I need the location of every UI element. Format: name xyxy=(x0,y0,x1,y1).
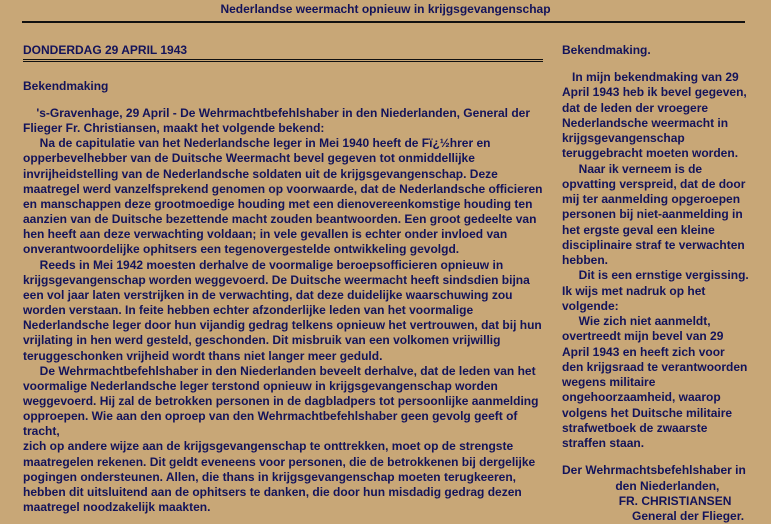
header-divider xyxy=(22,21,745,23)
article-dateline: DONDERDAG 29 APRIL 1943 xyxy=(23,42,543,62)
page-title: Nederlandse weermacht opnieuw in krijgsgevangenschap xyxy=(220,2,551,16)
article-body: 's-Gravenhage, 29 April - De Wehrmachtbefehlshaber in den Niederlanden, General der Flieger Fr. Christiansen, maakt het volgende bekend: Na de capitulatie van het Nederlandsche leger in Mei 1940 heeft de Fï¿½hrer en opperbevelhebber van de Duitsche Weermacht bevel gegeven tot onmiddellijke invrijheidstelling van de Nederlandsche soldaten uit de krijgsgevangenschap. Deze maatregel werd vanzelfsprekend genomen op voorwaarde, dat de Nederlandsche officieren en manschappen deze grootmoedige houding met een dienovereenkomstige houding ten aanzien van de Duitsche bezettende macht zouden beantwoorden. Een groot gedeelte van hen heeft aan deze verwachting voldaan; in vele gevallen is echter onder invloed van onverantwoordelijke ophitsers een tegenovergestelde ontwikkeling gevolgd. Reeds in Mei 1942 moesten derhalve de voormalige beroepsofficieren opnieuw in krijgsgevangenschap worden weggevoerd. De Duitsche weermacht heeft sindsdien bijna een vol jaar laten verstrijken in de verwachting, dat deze duidelijke waarschuwing zou worden verstaan. In feite hebben echter afzonderlijke leden van het voormalige Nederlandsche leger door hun vijandig gedrag telkens opnieuw het vertrouwen, dat bij hun vrijlating in hen werd gesteld, geschonden. Dit misbruik van een volkomen vrijwillig teruggeschonken vrijheid wordt thans niet langer meer geduld. De Wehrmachtbefehlshaber in den Niederlanden beveelt derhalve, dat de leden van het voormalige Nederlandsche leger terstond opnieuw in krijgsgevangenschap worden weggevoerd. Hij zal de betrokken personen in de dagbladpers tot persoonlijke aanmelding opproepen. Wie aan den oproep van den Wehrmachtbefehlshaber geen gevolg geeft of tracht, zich op andere wijze aan de krijgsgevangenschap te onttrekken, moet op de strengste maatregelen rekenen. Dit geldt eveneens voor personen, die de betrokkenen bij dergelijke pogingen ondersteunen. Allen, die thans in krijgsgevangenschap moeten terugkeeren, hebben dit uitsluitend aan de ophitsers te danken, die door hun misdadig gedrag dezen maatregel noodzakelijk maakten. xyxy=(23,106,543,515)
sidebar-heading: Bekendmaking. xyxy=(562,43,651,57)
article-heading: Bekendmaking xyxy=(23,79,109,93)
sidebar-signature: Der Wehrmachtsbefehlshaber in den Niederlanden, FR. CHRISTIANSEN General der Flieger. xyxy=(562,463,746,523)
main-article xyxy=(23,42,548,515)
sidebar-article xyxy=(562,42,762,524)
sidebar-body: In mijn bekendmaking van 29 April 1943 heb ik bevel gegeven, dat de leden der vroegere Nederlandsche weermacht in krijgsgevangenschap teruggebracht moeten worden. Naar ik verneem is de opvatting verspreid, dat de door mij ter aanmelding opgeroepen personen bij niet-aanmelding in het ergste geval een kleine disciplinaire straf te verwachten hebben. Dit is een ernstige vergissing. Ik wijs met nadruk op het volgende: Wie zich niet aanmeldt, overtreedt mijn bevel van 29 April 1943 en heeft zich voor den krijgsraad te verantwoorden wegens militaire ongehoorzaamheid, waarop volgens het Duitsche militaire strafwetboek de zwaarste straffen staan. xyxy=(562,70,749,450)
